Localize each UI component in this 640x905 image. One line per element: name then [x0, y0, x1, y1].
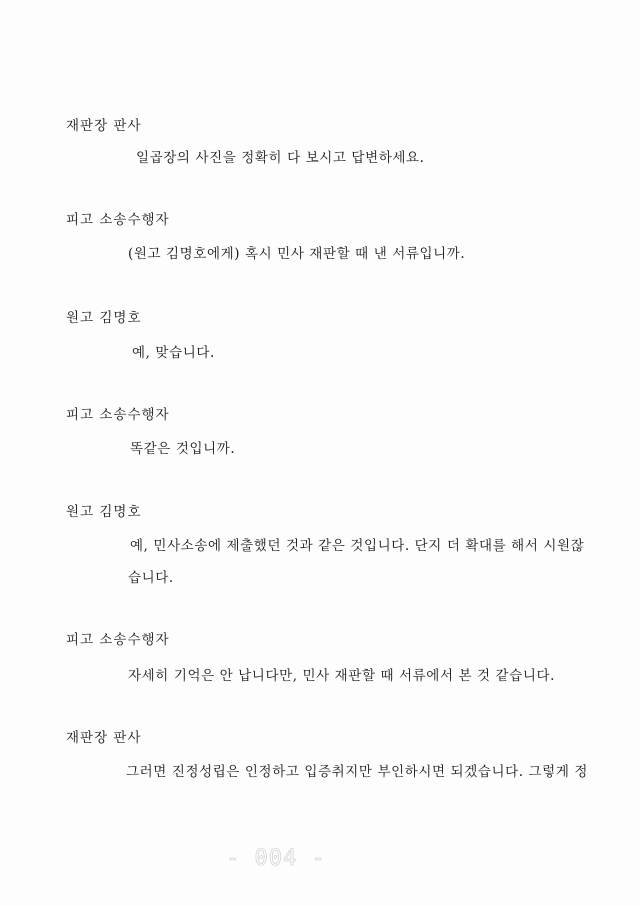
speaker-label: 재판장 판사 — [66, 730, 142, 746]
speaker-label: 재판장 판사 — [66, 118, 142, 134]
speaker-label: 피고 소송수행자 — [66, 407, 170, 423]
utterance-line: 일곱장의 사진을 정확히 다 보시고 답변하세요. — [136, 150, 425, 166]
utterance-line: (원고 김명호에게) 혹시 민사 재판할 때 낸 서류입니까. — [128, 246, 466, 262]
speaker-label: 피고 소송수행자 — [66, 212, 170, 228]
utterance-line: 그러면 진정성립은 인정하고 입증취지만 부인하시면 되겠습니다. 그렇게 정 — [126, 764, 588, 780]
utterance-line: 예, 맞습니다. — [132, 345, 215, 361]
speaker-label: 피고 소송수행자 — [66, 632, 170, 648]
page-number: - 004 - — [226, 846, 326, 871]
utterance-line: 예, 민사소송에 제출했던 것과 같은 것입니다. 단지 더 확대를 해서 시원잖 — [130, 538, 585, 554]
speaker-label: 원고 김명호 — [66, 310, 142, 326]
utterance-line: 똑같은 것입니까. — [130, 441, 236, 457]
speaker-label: 원고 김명호 — [66, 504, 142, 520]
utterance-line: 습니다. — [128, 570, 174, 586]
utterance-line: 자세히 기억은 안 납니다만, 민사 재판할 때 서류에서 본 것 같습니다. — [128, 668, 556, 684]
